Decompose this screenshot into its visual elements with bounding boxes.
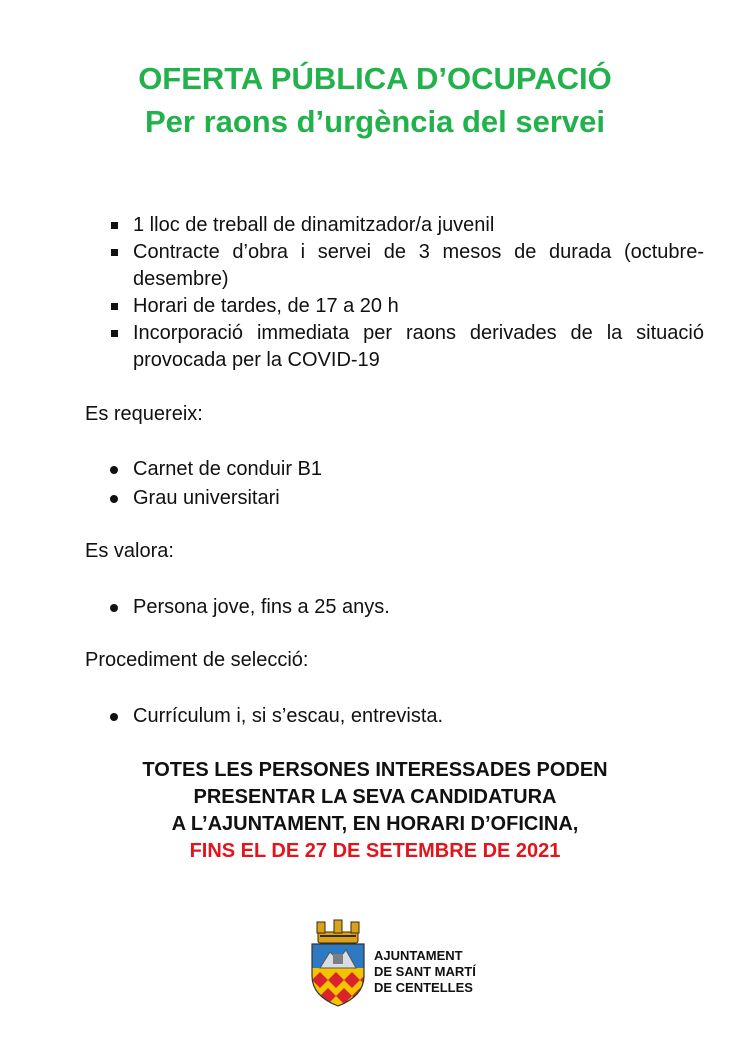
list-item-text: Horari de tardes, de 17 a 20 h: [133, 295, 399, 317]
round-bullet-icon: [110, 466, 118, 474]
logo-text-line: DE SANT MARTÍ: [374, 964, 476, 979]
round-bullet-icon: [110, 604, 118, 612]
list-item: [108, 293, 704, 320]
notice-line-2: PRESENTAR LA SEVA CANDIDATURA: [193, 786, 557, 808]
list-item-text: Incorporació immediata per raons derivades de la situació provocada per la COVID-19: [133, 322, 704, 371]
square-bullet-icon: [111, 330, 118, 337]
valued-list: [108, 593, 390, 622]
coat-of-arms-icon: [306, 918, 370, 1008]
list-item: [108, 455, 322, 484]
valued-heading: Es valora:: [85, 540, 174, 562]
list-item-text: Contracte d’obra i servei de 3 mesos de durada (octubre-desembre): [133, 241, 704, 290]
page-subtitle: Per raons d’urgència del servei: [144, 104, 606, 139]
logo-text-line: DE CENTELLES: [374, 980, 473, 995]
list-item-text: Grau universitari: [133, 487, 280, 509]
square-bullet-icon: [111, 249, 118, 256]
requirements-heading: Es requereix:: [85, 403, 203, 425]
list-item: [108, 239, 704, 293]
selection-heading: Procediment de selecció:: [85, 649, 309, 671]
list-item: [108, 484, 322, 513]
list-item-text: Currículum i, si s’escau, entrevista.: [133, 705, 444, 727]
round-bullet-icon: [110, 495, 118, 503]
page-title: OFERTA PÚBLICA D’OCUPACIÓ: [138, 61, 612, 96]
list-item: [108, 702, 443, 731]
square-bullet-icon: [111, 222, 118, 229]
notice-line-3: A L’AJUNTAMENT, EN HORARI D’OFICINA,: [171, 813, 579, 835]
logo-text: [374, 948, 476, 996]
deadline-text: FINS EL DE 27 DE SETEMBRE DE 2021: [189, 840, 561, 862]
offer-list: [108, 212, 704, 374]
list-item: [108, 593, 390, 622]
selection-list: [108, 702, 443, 731]
round-bullet-icon: [110, 713, 118, 721]
requirements-list: [108, 455, 322, 513]
list-item: [108, 320, 704, 374]
list-item: [108, 212, 704, 239]
list-item-text: Carnet de conduir B1: [133, 458, 323, 480]
logo-text-line: AJUNTAMENT: [374, 948, 463, 963]
notice-line-1: TOTES LES PERSONES INTERESSADES PODEN: [142, 759, 608, 781]
square-bullet-icon: [111, 303, 118, 310]
list-item-text: Persona jove, fins a 25 anys.: [133, 596, 390, 618]
list-item-text: 1 lloc de treball de dinamitzador/a juvenil: [133, 214, 495, 236]
municipality-logo: [306, 918, 506, 1008]
